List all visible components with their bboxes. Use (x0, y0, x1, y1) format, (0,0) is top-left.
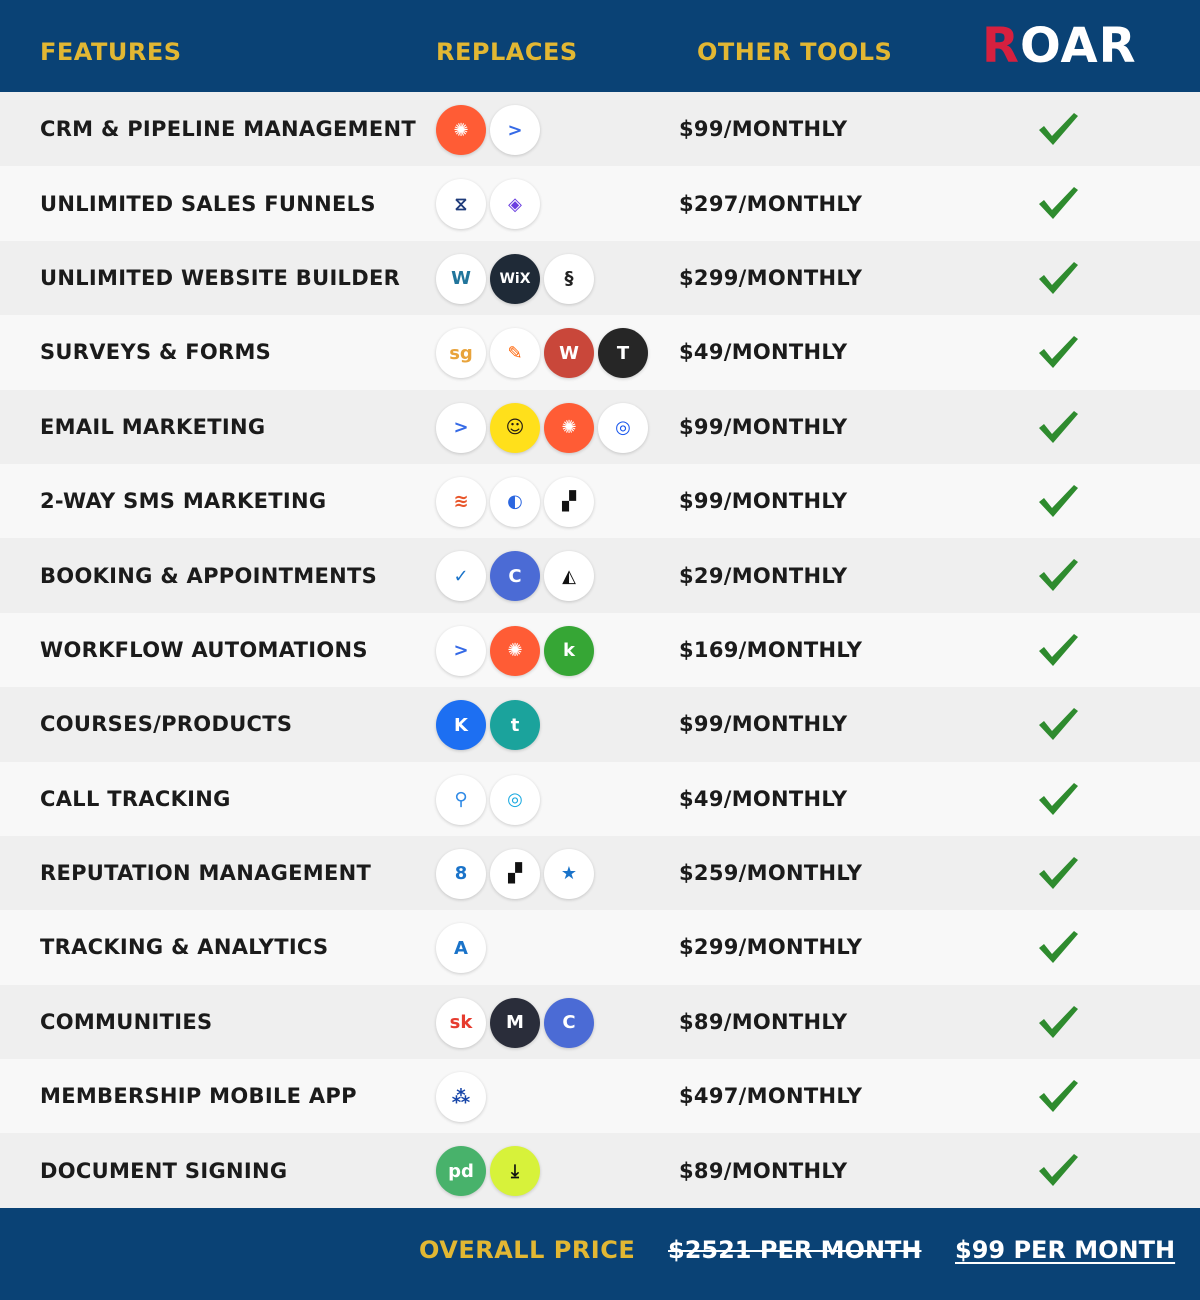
feature-name: UNLIMITED WEBSITE BUILDER (40, 265, 401, 290)
keap-icon: k (544, 626, 594, 676)
check-icon (1036, 1003, 1080, 1041)
other-tools-price: $49/MONTHLY (679, 340, 848, 365)
circle-icon: C (544, 998, 594, 1048)
hubspot-icon: ✺ (544, 403, 594, 453)
replaced-tools (436, 1072, 486, 1122)
download-sign-icon: ⤓ (490, 1146, 540, 1196)
table-row (0, 92, 1200, 166)
table-row (0, 315, 1200, 389)
header-features: FEATURES (40, 38, 182, 66)
feature-name: CRM & PIPELINE MANAGEMENT (40, 117, 416, 142)
roar-logo (982, 18, 1137, 74)
other-tools-price: $99/MONTHLY (679, 489, 848, 514)
feature-name: MEMBERSHIP MOBILE APP (40, 1084, 357, 1109)
table-row (0, 538, 1200, 612)
table-row (0, 166, 1200, 240)
new-price: $99 PER MONTH (955, 1236, 1176, 1264)
feature-name: 2-WAY SMS MARKETING (40, 489, 327, 514)
feature-name: REPUTATION MANAGEMENT (40, 861, 372, 886)
feature-name: COMMUNITIES (40, 1009, 213, 1034)
acuity-check-icon: ✓ (436, 551, 486, 601)
table-row (0, 464, 1200, 538)
other-tools-price: $169/MONTHLY (679, 637, 863, 662)
old-price: $2521 PER MONTH (668, 1236, 922, 1264)
feature-rows (0, 92, 1200, 1208)
activecampaign-icon: > (436, 626, 486, 676)
table-row (0, 762, 1200, 836)
check-icon (1036, 482, 1080, 520)
table-header (0, 0, 1200, 92)
check-icon (1036, 780, 1080, 818)
replaced-tools (436, 700, 540, 750)
feature-name: TRACKING & ANALYTICS (40, 935, 329, 960)
table-footer (0, 1208, 1200, 1300)
logo-letter-r: R (982, 18, 1020, 74)
jotform-icon: ✎ (490, 328, 540, 378)
other-tools-price: $99/MONTHLY (679, 117, 848, 142)
header-other-tools: OTHER TOOLS (697, 38, 893, 66)
podium-icon: ▞ (544, 477, 594, 527)
replaced-tools (436, 403, 648, 453)
mighty-networks-icon: M (490, 998, 540, 1048)
check-icon (1036, 1077, 1080, 1115)
calendly-icon: C (490, 551, 540, 601)
clickfunnels-icon: ⧖ (436, 179, 486, 229)
table-row (0, 241, 1200, 315)
hubspot-icon: ✺ (490, 626, 540, 676)
check-icon (1036, 259, 1080, 297)
other-tools-price: $297/MONTHLY (679, 191, 863, 216)
check-icon (1036, 408, 1080, 446)
star-badge-icon: ★ (544, 849, 594, 899)
check-icon (1036, 705, 1080, 743)
other-tools-price: $497/MONTHLY (679, 1084, 863, 1109)
ctm-icon: ◎ (490, 775, 540, 825)
dots-app-icon: ⁂ (436, 1072, 486, 1122)
other-tools-price: $29/MONTHLY (679, 563, 848, 588)
acuity-scheduling-icon: ◭ (544, 551, 594, 601)
check-icon (1036, 110, 1080, 148)
callrail-pin-icon: ⚲ (436, 775, 486, 825)
replaced-tools (436, 626, 594, 676)
header-replaces: REPLACES (436, 38, 578, 66)
feature-name: COURSES/PRODUCTS (40, 712, 293, 737)
feature-name: UNLIMITED SALES FUNNELS (40, 191, 376, 216)
other-tools-price: $99/MONTHLY (679, 712, 848, 737)
table-row (0, 390, 1200, 464)
agency-analytics-icon: A (436, 923, 486, 973)
hubspot-icon: ✺ (436, 105, 486, 155)
other-tools-price: $89/MONTHLY (679, 1158, 848, 1183)
replaced-tools (436, 328, 648, 378)
replaced-tools (436, 1146, 540, 1196)
activecampaign-icon: > (436, 403, 486, 453)
replaced-tools (436, 551, 594, 601)
replaced-tools (436, 849, 594, 899)
other-tools-price: $89/MONTHLY (679, 1009, 848, 1034)
wufoo-icon: W (544, 328, 594, 378)
check-icon (1036, 184, 1080, 222)
layers-icon: ◈ (490, 179, 540, 229)
replaced-tools (436, 477, 594, 527)
check-icon (1036, 556, 1080, 594)
typeform-icon: T (598, 328, 648, 378)
constant-contact-icon: ◎ (598, 403, 648, 453)
activecampaign-icon: > (490, 105, 540, 155)
check-icon (1036, 631, 1080, 669)
stacked-waves-icon: ≋ (436, 477, 486, 527)
table-row (0, 1059, 1200, 1133)
feature-name: DOCUMENT SIGNING (40, 1158, 288, 1183)
table-row (0, 687, 1200, 761)
replaced-tools (436, 105, 540, 155)
feature-name: EMAIL MARKETING (40, 414, 266, 439)
teachable-icon: t (490, 700, 540, 750)
feature-name: BOOKING & APPOINTMENTS (40, 563, 378, 588)
mailchimp-icon: ☺ (490, 403, 540, 453)
other-tools-price: $49/MONTHLY (679, 786, 848, 811)
feature-name: CALL TRACKING (40, 786, 231, 811)
kajabi-icon: K (436, 700, 486, 750)
check-icon (1036, 854, 1080, 892)
check-icon (1036, 1151, 1080, 1189)
table-row (0, 910, 1200, 984)
feature-name: WORKFLOW AUTOMATIONS (40, 637, 368, 662)
table-row (0, 985, 1200, 1059)
replaced-tools (436, 923, 486, 973)
check-icon (1036, 333, 1080, 371)
feature-name: SURVEYS & FORMS (40, 340, 272, 365)
podium-icon: ▞ (490, 849, 540, 899)
table-row (0, 1133, 1200, 1207)
logo-text: OAR (1019, 18, 1137, 74)
other-tools-price: $299/MONTHLY (679, 265, 863, 290)
surveygizmo-icon: sg (436, 328, 486, 378)
table-row (0, 613, 1200, 687)
replaced-tools (436, 179, 540, 229)
wix-icon: WiX (490, 254, 540, 304)
other-tools-price: $259/MONTHLY (679, 861, 863, 886)
other-tools-price: $99/MONTHLY (679, 414, 848, 439)
simpletexting-icon: ◐ (490, 477, 540, 527)
table-row (0, 836, 1200, 910)
pandadoc-icon: pd (436, 1146, 486, 1196)
birdeye-icon: 8 (436, 849, 486, 899)
check-icon (1036, 928, 1080, 966)
replaced-tools (436, 998, 594, 1048)
replaced-tools (436, 775, 540, 825)
replaced-tools (436, 254, 594, 304)
wordpress-icon: W (436, 254, 486, 304)
overall-price-label: OVERALL PRICE (419, 1236, 636, 1264)
squarespace-icon: § (544, 254, 594, 304)
other-tools-price: $299/MONTHLY (679, 935, 863, 960)
skool-icon: sk (436, 998, 486, 1048)
